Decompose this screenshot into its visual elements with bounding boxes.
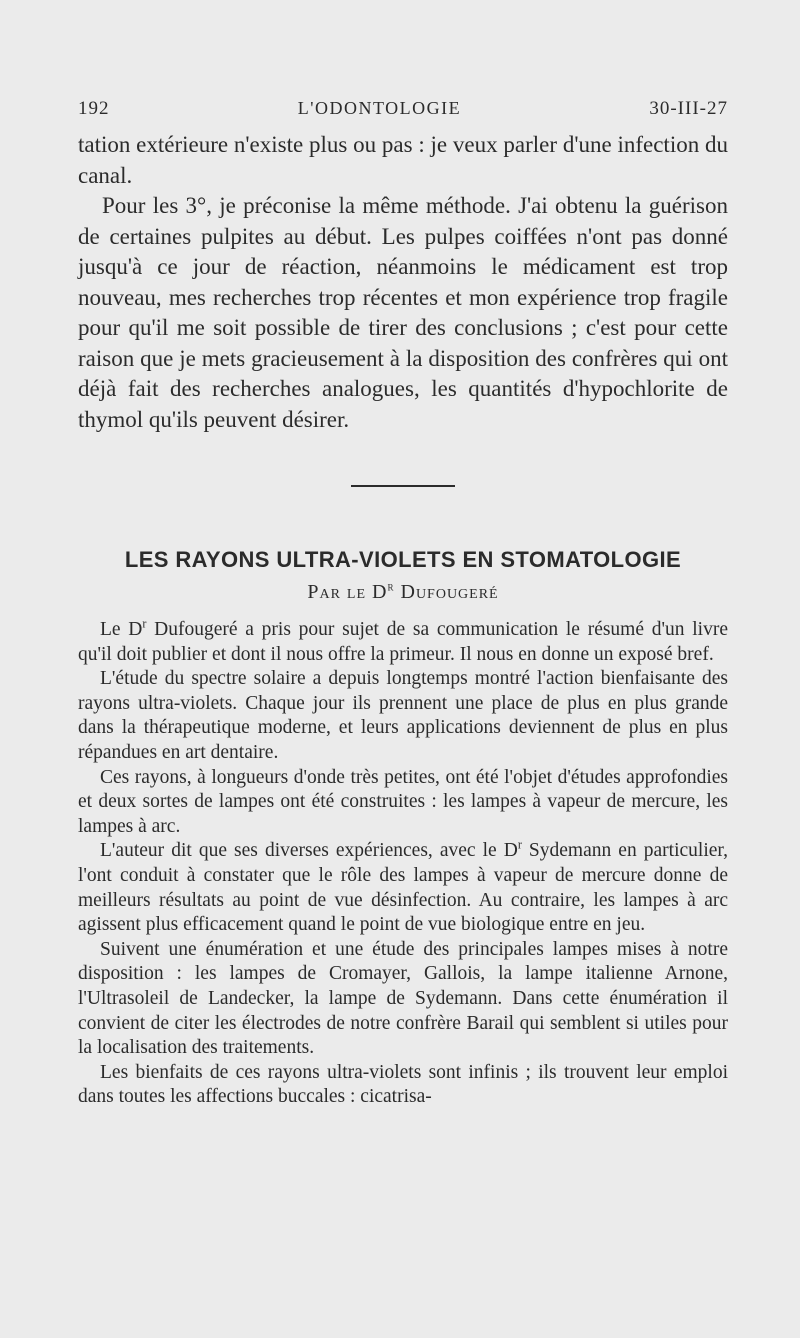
article-paragraph-4	[78, 839, 728, 937]
paragraph-4-superscript: r	[517, 837, 522, 852]
paragraph-4-text-b: Sydemann en particulier, l'ont conduit à constater que le rôle des lampes à vapeur de mercure donne de meilleurs résultats au point de vue désinfection. Au contraire, les lampes à arc agissent plus efficacement quand le point de vue biologique entre en jeu.	[78, 840, 728, 936]
paragraph-1-superscript: r	[142, 616, 147, 631]
article-paragraph-5: Suivent une énumération et une étude des principales lampes mises à notre disposition : les lampes de Cromayer, Gallois, la lampe italienne Arnone, l'Ultrasoleil de Landecker, la lampe de Sydemann. Dans cette énumération il convient de citer les électrodes de notre confrère Barail qui semblent si utiles pour la localisation des traitements.	[78, 938, 728, 1059]
article-paragraph-6: Les bienfaits de ces rayons ultra-violets sont infinis ; ils trouvent leur emploi dans toutes les affections buccales : cicatrisa-	[78, 1061, 728, 1108]
continuation-paragraph-1: tation extérieure n'existe plus ou pas : je veux parler d'une infection du canal.	[78, 132, 728, 188]
article-title: LES RAYONS ULTRA-VIOLETS EN STOMATOLOGIE	[124, 547, 682, 572]
journal-title: L'ODONTOLOGIE	[297, 98, 462, 118]
article-byline	[78, 581, 728, 604]
article-paragraph-2: L'étude du spectre solaire a depuis longtemps montré l'action bienfaisante des rayons ultra-violets. Chaque jour ils prennent une place de plus en plus grande dans la thérapeutique moderne, et leurs applications deviennent de plus en plus répandues en art dentaire.	[78, 668, 728, 763]
byline-author: Dufougeré	[394, 581, 499, 603]
issue-date: 30-III-27	[649, 98, 728, 119]
continuation-paragraph-2: Pour les 3°, je préconise la même méthode. J'ai obtenu la guérison de certaines pulpites au début. Les pulpes coiffées n'ont pas donné jusqu'à ce jour de réaction, néanmoins le médicament est trop nouveau, mes recherches trop récentes et mon expérience trop fragile pour qu'il me soit possible de tirer des conclusions ; c'est pour cette raison que je mets gracieusement à la disposition des confrères qui ont déjà fait des recherches analogues, les quantités d'hypochlorite de thymol qu'ils peuvent désirer.	[78, 193, 728, 432]
byline-prefix: Par le D	[307, 581, 388, 603]
byline-superscript: r	[387, 579, 395, 594]
paragraph-1-text-a: Le D	[100, 619, 143, 640]
page-number: 192	[78, 98, 110, 119]
section-divider	[351, 485, 455, 487]
running-header	[78, 98, 728, 120]
article-paragraph-1	[78, 618, 728, 667]
paragraph-4-text-a: L'auteur dit que ses diverses expériences, avec le D	[100, 840, 518, 862]
paragraph-1-text-b: Dufougeré a pris pour sujet de sa communication le résumé d'un livre qu'il doit publier et dont il nous offre la primeur. Il nous en donne un exposé bref.	[78, 619, 728, 665]
article-paragraph-3: Ces rayons, à longueurs d'onde très petites, ont été l'objet d'études approfondies et deux sortes de lampes ont été construites : les lampes à vapeur de mercure, les lampes à arc.	[78, 766, 728, 837]
